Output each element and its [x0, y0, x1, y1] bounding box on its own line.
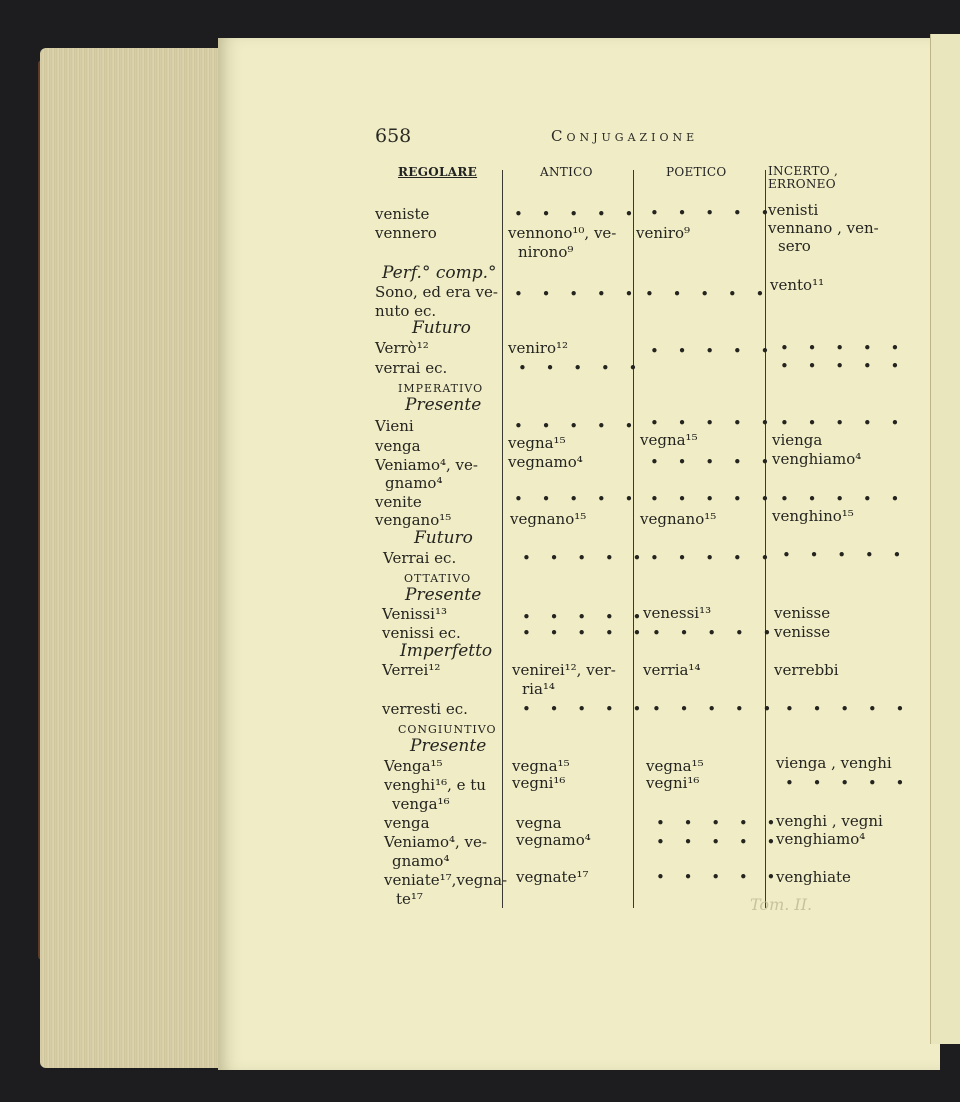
- dotted-leader: • • • • •: [785, 774, 912, 792]
- column-header-incerto: INCERTO , ERRONEO: [768, 164, 839, 191]
- dotted-leader: • • • • •: [652, 700, 779, 718]
- column-rule: [502, 170, 503, 908]
- bleed-through-text: Tom. II.: [750, 895, 813, 914]
- verb-form: venghi , vegni: [776, 812, 883, 830]
- verb-form: veniro⁹: [636, 224, 691, 242]
- dotted-leader: • • • • •: [514, 490, 641, 508]
- mood-heading: OTTATIVO: [404, 572, 472, 585]
- verb-form: venghiamo⁴: [776, 830, 866, 848]
- dotted-leader: • • • • •: [514, 205, 641, 223]
- verb-form: venga: [375, 437, 421, 455]
- tense-heading: Futuro: [412, 318, 471, 338]
- dotted-leader: • • • • •: [656, 868, 783, 886]
- dotted-leader: • • • • •: [650, 342, 777, 360]
- column-header-regolare: REGOLARE: [398, 165, 478, 179]
- column-header-poetico: POETICO: [666, 165, 727, 179]
- verb-form: vento¹¹: [770, 276, 825, 294]
- verb-form: vegna¹⁵: [508, 434, 566, 452]
- column-rule: [765, 170, 766, 908]
- verb-form: verria¹⁴: [643, 661, 701, 679]
- verb-form: venisse: [774, 604, 831, 622]
- tense-heading: Presente: [405, 585, 482, 605]
- dotted-leader: • • • • •: [650, 204, 777, 222]
- verb-form: gnamo⁴: [385, 474, 443, 492]
- column-rule: [633, 170, 634, 908]
- verb-form: veniste: [375, 205, 430, 223]
- verb-form: Venissi¹³: [382, 605, 448, 623]
- dotted-leader: • • • • •: [650, 453, 777, 471]
- verb-form: vegnamo⁴: [508, 453, 583, 471]
- verb-form: sero: [778, 237, 811, 255]
- verb-form: Veniamo⁴, ve-: [375, 456, 478, 474]
- verb-form: Veniamo⁴, ve-: [384, 833, 487, 851]
- verb-form: te¹⁷: [396, 890, 423, 908]
- verb-form: venite: [375, 493, 422, 511]
- verb-form: nirono⁹: [518, 243, 574, 261]
- verb-form: Verrai ec.: [383, 549, 457, 567]
- verb-form: venga¹⁶: [392, 795, 450, 813]
- verb-form: vegna¹⁵: [640, 431, 698, 449]
- tense-heading: Presente: [405, 395, 482, 415]
- dotted-leader: • • • • •: [522, 700, 649, 718]
- verb-form: veniate¹⁷,vegna-: [384, 871, 508, 889]
- verb-form: venissi ec.: [382, 624, 461, 642]
- dotted-leader: • • • • •: [514, 417, 641, 435]
- verb-form: vegnano¹⁵: [510, 510, 587, 528]
- verb-form: verrebbi: [774, 661, 839, 679]
- verb-form: verrai ec.: [375, 359, 448, 377]
- facing-page-edge: [930, 34, 960, 1044]
- verb-form: vennono¹⁰, ve-: [508, 224, 617, 242]
- verb-form: venirei¹², ver-: [512, 661, 616, 679]
- verb-form: venghino¹⁵: [772, 507, 854, 525]
- verb-form: ria¹⁴: [522, 680, 555, 698]
- verb-form: vegnamo⁴: [516, 831, 591, 849]
- dotted-leader: • • • • •: [780, 357, 907, 375]
- verb-form: vienga , venghi: [776, 754, 892, 772]
- dotted-leader: • • • • •: [522, 624, 649, 642]
- verb-form: venisti: [768, 201, 819, 219]
- dotted-leader: • • • • •: [522, 549, 649, 567]
- verb-form: verresti ec.: [382, 700, 468, 718]
- dotted-leader: • • • • •: [780, 490, 907, 508]
- dotted-leader: • • • • •: [785, 700, 912, 718]
- verb-form: venisse: [774, 623, 831, 641]
- dotted-leader: • • • • •: [650, 549, 777, 567]
- tense-heading: Perf.° comp.°: [382, 263, 497, 283]
- dotted-leader: • • • • •: [650, 490, 777, 508]
- dotted-leader: • • • • •: [518, 359, 645, 377]
- tense-heading: Futuro: [414, 528, 473, 548]
- verb-form: vegnano¹⁵: [640, 510, 717, 528]
- verb-form: vennano , ven-: [768, 219, 879, 237]
- dotted-leader: • • • • •: [650, 414, 777, 432]
- verb-form: Sono, ed era ve-: [375, 283, 498, 301]
- verb-form: vennero: [375, 224, 437, 242]
- verb-form: vegnate¹⁷: [516, 868, 589, 886]
- page-header: [375, 125, 735, 153]
- column-header-antico: ANTICO: [540, 165, 593, 179]
- dotted-leader: • • • • •: [656, 833, 783, 851]
- dotted-leader: • • • • •: [514, 285, 641, 303]
- verb-form: vengano¹⁵: [375, 511, 452, 529]
- verb-form: vienga: [772, 431, 823, 449]
- verb-form: venghiate: [776, 868, 851, 886]
- page-title: Conjugazione: [551, 127, 699, 145]
- verb-form: nuto ec.: [375, 302, 437, 320]
- verb-form: venghiamo⁴: [772, 450, 862, 468]
- dotted-leader: • • • • •: [645, 285, 772, 303]
- tense-heading: Presente: [410, 736, 487, 756]
- verb-form: vegna¹⁵: [646, 757, 704, 775]
- verb-form: vegni¹⁶: [512, 774, 566, 792]
- verb-form: Verrei¹²: [382, 661, 441, 679]
- mood-heading: IMPERATIVO: [398, 382, 484, 395]
- verb-form: venessi¹³: [643, 604, 712, 622]
- verb-form: Vieni: [375, 417, 414, 435]
- dotted-leader: • • • • •: [656, 814, 783, 832]
- dotted-leader: • • • • •: [780, 414, 907, 432]
- verb-form: veniro¹²: [508, 339, 569, 357]
- verb-form: vegna: [516, 814, 562, 832]
- page-number: 658: [375, 125, 412, 147]
- verb-form: Venga¹⁵: [384, 757, 443, 775]
- verb-form: venghi¹⁶, e tu: [384, 776, 486, 794]
- verb-form: vegni¹⁶: [646, 774, 700, 792]
- verb-form: vegna¹⁵: [512, 757, 570, 775]
- dotted-leader: • • • • •: [782, 546, 909, 564]
- mood-heading: CONGIUNTIVO: [398, 723, 497, 736]
- dotted-leader: • • • • •: [780, 339, 907, 357]
- dotted-leader: • • • • •: [522, 608, 649, 626]
- dotted-leader: • • • • •: [652, 624, 779, 642]
- verb-form: Verrò¹²: [375, 339, 429, 357]
- verb-form: gnamo⁴: [392, 852, 450, 870]
- verb-form: venga: [384, 814, 430, 832]
- tense-heading: Imperfetto: [400, 641, 493, 661]
- page-block-edge: [40, 48, 225, 1068]
